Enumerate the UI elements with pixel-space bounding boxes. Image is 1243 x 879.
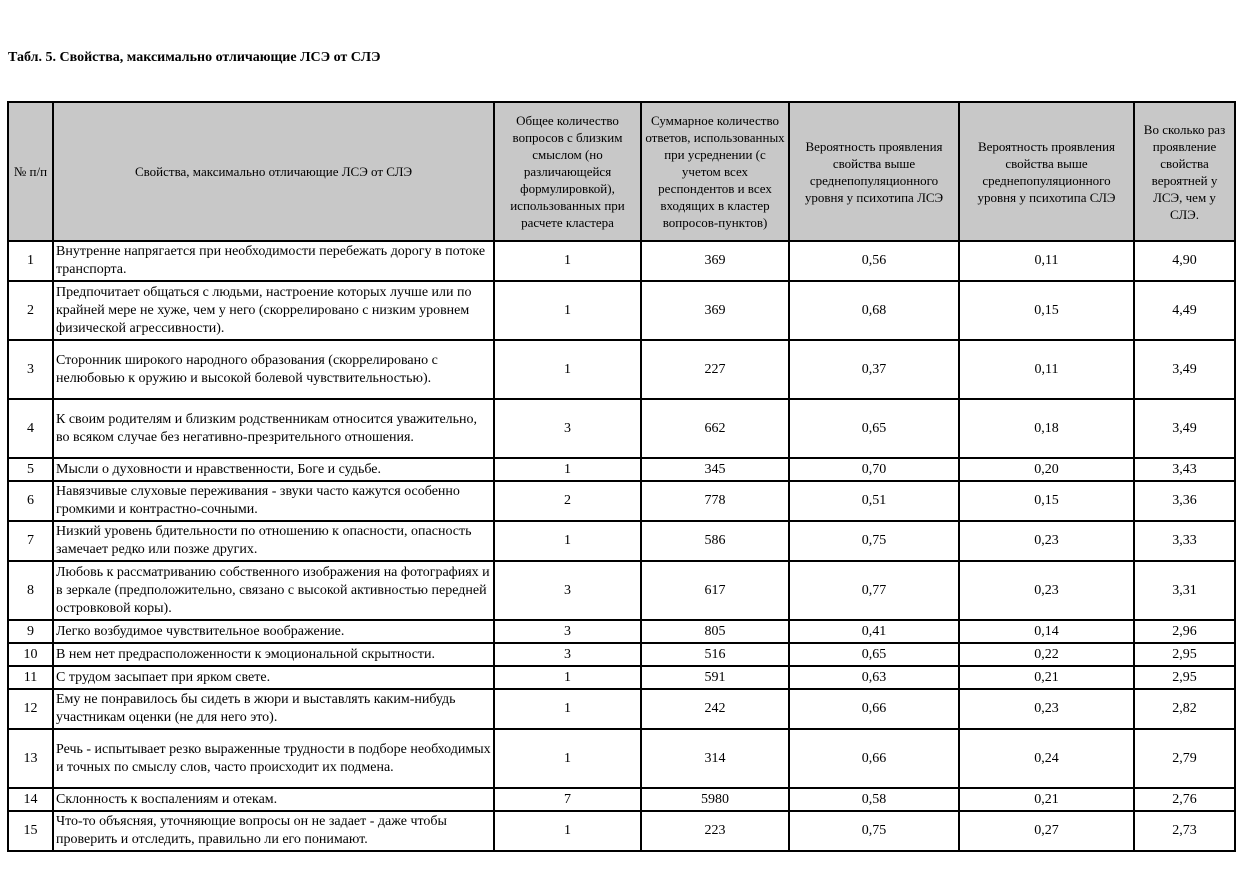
table-row [8,281,1235,340]
cell-prob-sle: 0,23 [959,561,1134,620]
cell-property: Легко возбудимое чувствительное воображение. [53,620,494,643]
cell-property: Мысли о духовности и нравственности, Боге и судьбе. [53,458,494,481]
cell-prob-sle: 0,21 [959,666,1134,689]
table-row [8,340,1235,399]
header-prob-sle: Вероятность проявления свойства выше среднепопуляционного уровня у психотипа СЛЭ [959,102,1134,241]
cell-num: 1 [8,241,53,281]
cell-answers: 369 [641,281,789,340]
cell-answers: 345 [641,458,789,481]
table-row [8,729,1235,788]
cell-prob-lse: 0,51 [789,481,959,521]
table-row [8,811,1235,851]
properties-table [7,101,1236,852]
cell-ratio: 2,73 [1134,811,1235,851]
cell-num: 12 [8,689,53,729]
table-row [8,458,1235,481]
cell-questions: 7 [494,788,641,811]
cell-answers: 242 [641,689,789,729]
cell-prob-sle: 0,20 [959,458,1134,481]
cell-ratio: 3,49 [1134,340,1235,399]
cell-property: Внутренне напрягается при необходимости перебежать дорогу в потоке транспорта. [53,241,494,281]
table-row [8,241,1235,281]
table-row [8,561,1235,620]
cell-prob-lse: 0,75 [789,811,959,851]
cell-questions: 1 [494,340,641,399]
cell-prob-lse: 0,68 [789,281,959,340]
cell-ratio: 2,76 [1134,788,1235,811]
cell-questions: 1 [494,729,641,788]
cell-answers: 5980 [641,788,789,811]
table-row [8,481,1235,521]
cell-ratio: 2,95 [1134,666,1235,689]
cell-num: 11 [8,666,53,689]
cell-ratio: 3,43 [1134,458,1235,481]
cell-ratio: 2,96 [1134,620,1235,643]
cell-property: Ему не понравилось бы сидеть в жюри и выставлять каким-нибудь участникам оценки (не для него это). [53,689,494,729]
cell-prob-lse: 0,58 [789,788,959,811]
cell-num: 14 [8,788,53,811]
cell-answers: 314 [641,729,789,788]
cell-answers: 516 [641,643,789,666]
cell-num: 3 [8,340,53,399]
cell-prob-lse: 0,65 [789,643,959,666]
cell-questions: 1 [494,689,641,729]
cell-num: 9 [8,620,53,643]
cell-num: 2 [8,281,53,340]
cell-questions: 3 [494,643,641,666]
cell-num: 6 [8,481,53,521]
cell-prob-sle: 0,22 [959,643,1134,666]
cell-num: 13 [8,729,53,788]
cell-prob-sle: 0,15 [959,281,1134,340]
cell-prob-lse: 0,37 [789,340,959,399]
table-body [8,241,1235,851]
cell-prob-sle: 0,23 [959,521,1134,561]
cell-prob-sle: 0,11 [959,340,1134,399]
cell-answers: 778 [641,481,789,521]
cell-num: 5 [8,458,53,481]
cell-prob-lse: 0,65 [789,399,959,458]
cell-ratio: 2,79 [1134,729,1235,788]
cell-answers: 662 [641,399,789,458]
cell-answers: 227 [641,340,789,399]
cell-prob-lse: 0,70 [789,458,959,481]
cell-questions: 1 [494,666,641,689]
cell-num: 10 [8,643,53,666]
cell-prob-lse: 0,41 [789,620,959,643]
cell-answers: 805 [641,620,789,643]
header-prob-lse: Вероятность проявления свойства выше среднепопуляционного уровня у психотипа ЛСЭ [789,102,959,241]
cell-prob-sle: 0,27 [959,811,1134,851]
cell-ratio: 3,49 [1134,399,1235,458]
cell-property: С трудом засыпает при ярком свете. [53,666,494,689]
header-num: № п/п [8,102,53,241]
cell-prob-lse: 0,66 [789,729,959,788]
cell-prob-sle: 0,11 [959,241,1134,281]
cell-answers: 617 [641,561,789,620]
cell-num: 8 [8,561,53,620]
cell-questions: 3 [494,620,641,643]
table-caption: Табл. 5. Свойства, максимально отличающие ЛСЭ от СЛЭ [8,50,381,65]
cell-prob-lse: 0,77 [789,561,959,620]
cell-property: Навязчивые слуховые переживания - звуки часто кажутся особенно громкими и контрастно-сочными. [53,481,494,521]
cell-property: К своим родителям и близким родственникам относится уважительно, во всяком случае без негативно-презрительного отношения. [53,399,494,458]
cell-ratio: 2,82 [1134,689,1235,729]
cell-ratio: 3,36 [1134,481,1235,521]
cell-prob-sle: 0,24 [959,729,1134,788]
cell-answers: 591 [641,666,789,689]
cell-ratio: 4,90 [1134,241,1235,281]
header-property: Свойства, максимально отличающие ЛСЭ от СЛЭ [53,102,494,241]
cell-questions: 1 [494,458,641,481]
cell-property: Сторонник широкого народного образования (скоррелировано с нелюбовью к оружию и высокой болевой чувствительностью). [53,340,494,399]
table-row [8,399,1235,458]
table-row [8,788,1235,811]
cell-num: 7 [8,521,53,561]
cell-property: Склонность к воспалениям и отекам. [53,788,494,811]
header-row [8,102,1235,241]
cell-questions: 3 [494,561,641,620]
cell-prob-sle: 0,23 [959,689,1134,729]
cell-property: Низкий уровень бдительности по отношению к опасности, опасность замечает редко или позже других. [53,521,494,561]
cell-questions: 2 [494,481,641,521]
cell-prob-sle: 0,15 [959,481,1134,521]
cell-property: Речь - испытывает резко выраженные трудности в подборе необходимых и точных по смыслу слов, часто происходит их подмена. [53,729,494,788]
header-answers: Суммарное количество ответов, использованных при усреднении (с учетом всех респондентов и всех входящих в кластер вопросов-пунктов) [641,102,789,241]
cell-num: 15 [8,811,53,851]
cell-prob-lse: 0,56 [789,241,959,281]
header-ratio: Во сколько раз проявление свойства вероятней у ЛСЭ, чем у СЛЭ. [1134,102,1235,241]
cell-prob-sle: 0,21 [959,788,1134,811]
cell-property: В нем нет предрасположенности к эмоциональной скрытности. [53,643,494,666]
cell-questions: 3 [494,399,641,458]
cell-prob-lse: 0,75 [789,521,959,561]
cell-answers: 223 [641,811,789,851]
cell-property: Любовь к рассматриванию собственного изображения на фотографиях и в зеркале (предположительно, связано с высокой активностью передней островковой коры). [53,561,494,620]
table-row [8,689,1235,729]
cell-questions: 1 [494,281,641,340]
cell-ratio: 3,33 [1134,521,1235,561]
cell-answers: 586 [641,521,789,561]
cell-ratio: 2,95 [1134,643,1235,666]
cell-prob-sle: 0,14 [959,620,1134,643]
cell-property: Что-то объясняя, уточняющие вопросы он не задает - даже чтобы проверить и отследить, правильно ли его понимают. [53,811,494,851]
header-questions: Общее количество вопросов с близким смыслом (но различающейся формулировкой), использованных при расчете кластера [494,102,641,241]
cell-prob-sle: 0,18 [959,399,1134,458]
table-row [8,666,1235,689]
cell-questions: 1 [494,521,641,561]
cell-questions: 1 [494,241,641,281]
cell-ratio: 3,31 [1134,561,1235,620]
table-row [8,620,1235,643]
cell-prob-lse: 0,63 [789,666,959,689]
table-header [8,102,1235,241]
cell-answers: 369 [641,241,789,281]
cell-questions: 1 [494,811,641,851]
table-row [8,643,1235,666]
cell-num: 4 [8,399,53,458]
cell-prob-lse: 0,66 [789,689,959,729]
cell-property: Предпочитает общаться с людьми, настроение которых лучше или по крайней мере не хуже, чем у него (скоррелировано с низким уровнем физической агрессивности). [53,281,494,340]
cell-ratio: 4,49 [1134,281,1235,340]
table-row [8,521,1235,561]
